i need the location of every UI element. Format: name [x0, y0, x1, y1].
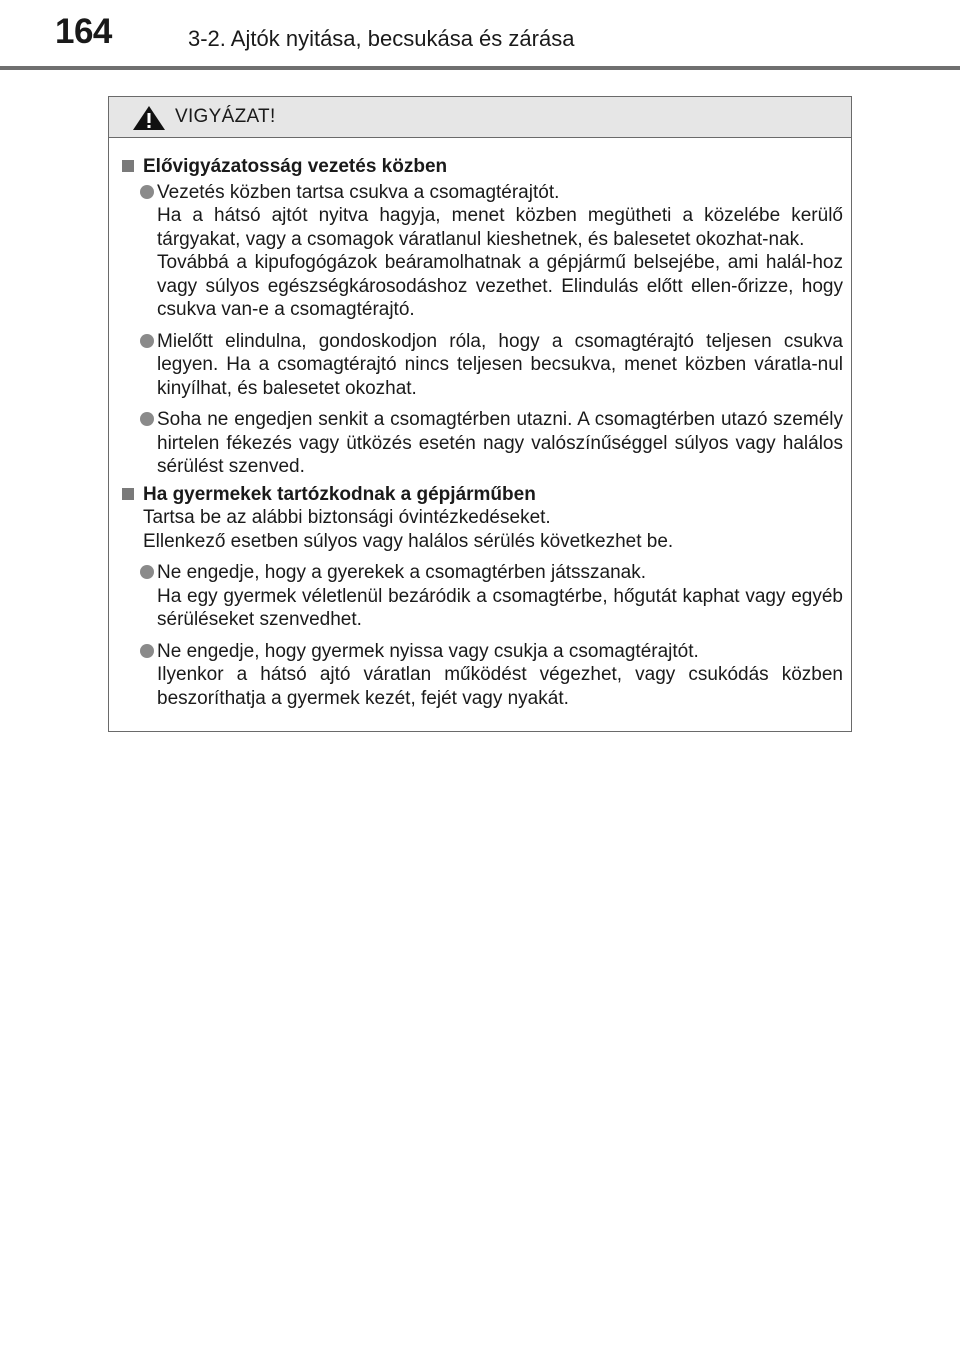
bullet-icon — [140, 185, 154, 199]
list-item — [121, 408, 843, 479]
section-heading-text: Elővigyázatosság vezetés közben — [143, 156, 448, 177]
item-text: Ha egy gyermek véletlenül bezáródik a csomagtérbe, hőgutát kaphat vagy egyéb sérüléseket szenvedhet. — [157, 585, 843, 630]
section-title: 3-2. Ajtók nyitása, becsukása és zárása — [188, 26, 575, 51]
square-bullet-icon — [122, 488, 134, 500]
section-intro — [121, 506, 843, 553]
section-heading — [121, 483, 843, 507]
item-lead: Mielőtt elindulna, gondoskodjon róla, hogy a csomagtérajtó teljesen csukva legyen. Ha a csomagtérajtó nincs teljesen becsukva, menet közben váratla-nul kinyílhat, és balesetet okozhat. — [157, 330, 843, 399]
page-number: 164 — [55, 12, 112, 51]
warning-header — [109, 97, 851, 138]
list-item — [121, 181, 843, 322]
intro-text: Tartsa be az alábbi biztonsági óvintézkedéseket. — [143, 507, 551, 528]
bullet-icon — [140, 565, 154, 579]
item-text: Ilyenkor a hátsó ajtó váratlan működést végezhet, vagy csukódás közben beszoríthatja a gyermek kezét, fejét vagy nyakát. — [157, 664, 843, 709]
warning-content — [109, 138, 851, 710]
item-lead: Ne engedje, hogy gyermek nyissa vagy csukja a csomagtérajtót. — [157, 640, 699, 662]
item-lead: Soha ne engedjen senkit a csomagtérben utazni. A csomagtérben utazó személy hirtelen fékezés vagy ütközés esetén nagy valószínűséggel súlyos vagy halálos sérülést szenved. — [157, 409, 843, 477]
bullet-icon — [140, 412, 154, 426]
section-heading — [121, 155, 843, 179]
warning-label: VIGYÁZAT! — [175, 106, 276, 127]
item-text: Ha a hátsó ajtót nyitva hagyja, menet közben megütheti a közelébe kerülő tárgyakat, vagy a csomagok váratlanul kieshetnek, és balesetet okozhat-nak. — [157, 205, 843, 250]
section-heading-text: Ha gyermekek tartózkodnak a gépjárműben — [143, 483, 536, 505]
item-text: Továbbá a kipufogógázok beáramolhatnak a gépjármű belsejébe, ami halál-hoz vagy súlyos egészségkárosodáshoz vezethet. Elindulás előtt ellen-őrizze, hogy csukva van-e a csomagtérajtó. — [157, 252, 843, 320]
square-bullet-icon — [122, 160, 134, 172]
warning-box — [108, 96, 852, 732]
list-item — [121, 561, 843, 632]
list-item — [121, 640, 843, 711]
header-divider — [0, 66, 960, 70]
page-header — [0, 0, 960, 80]
warning-triangle-icon — [132, 105, 166, 131]
item-lead: Vezetés közben tartsa csukva a csomagtérajtót. — [157, 181, 560, 203]
intro-text: Ellenkező esetben súlyos vagy halálos sérülés következhet be. — [143, 530, 674, 552]
bullet-icon — [140, 334, 154, 348]
bullet-icon — [140, 644, 154, 658]
list-item — [121, 330, 843, 401]
item-lead: Ne engedje, hogy a gyerekek a csomagtérben játsszanak. — [157, 562, 647, 583]
